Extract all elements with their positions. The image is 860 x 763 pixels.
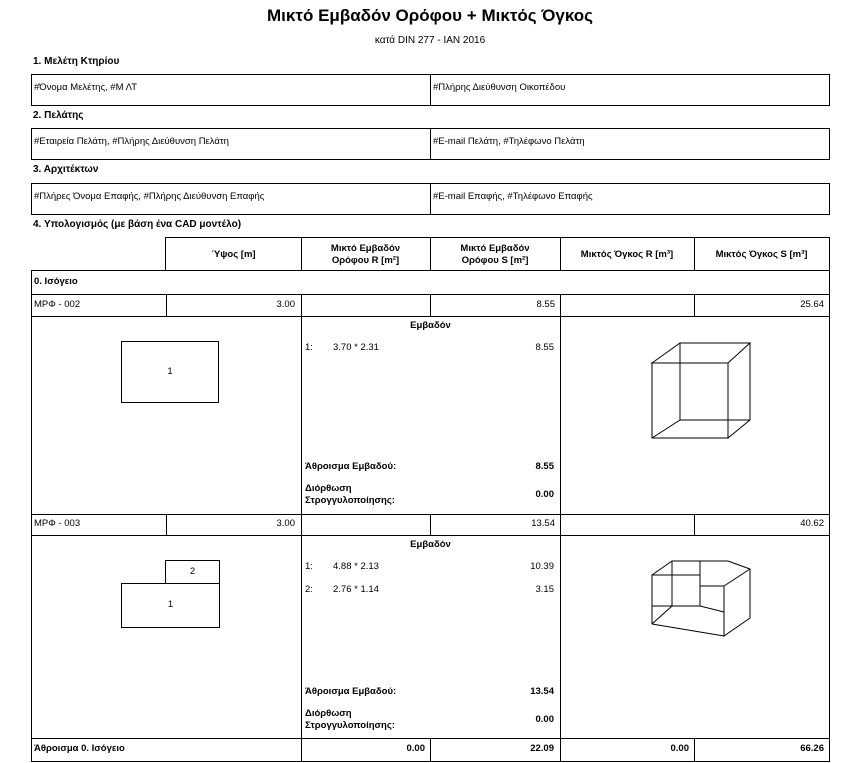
area-title: Εμβαδόν [410, 320, 451, 331]
plan-label: 1 [167, 599, 174, 610]
area-sum-value: 8.55 [535, 461, 554, 472]
room-3d-model [642, 558, 752, 638]
section-building-heading: 1. Μελέτη Κτηρίου [33, 56, 120, 67]
rounding-correction-value: 0.00 [535, 714, 554, 725]
plan-label: 2 [189, 566, 196, 577]
client-company-field[interactable]: #Εταιρεία Πελάτη, #Πλήρης Διεύθυνση Πελάτη [34, 136, 229, 147]
architect-contact-field[interactable]: #E-mail Επαφής, #Τηλέφωνο Επαφής [433, 191, 593, 202]
room-vol-s: 25.64 [800, 299, 824, 310]
building-name-field[interactable]: #Όνομα Μελέτης, #Μ ΛΤ [34, 82, 138, 93]
room-name: ΜΡΦ - 003 [34, 518, 81, 529]
area-sum-value: 13.54 [530, 686, 554, 697]
floor-plan-shape [121, 341, 219, 403]
architect-info-box [31, 183, 830, 215]
area-line-value: 10.39 [530, 561, 554, 572]
room-height: 3.00 [276, 299, 295, 310]
area-line-index: 1: [305, 561, 313, 572]
total-height: 0.00 [406, 743, 425, 754]
area-line-index: 2: [305, 584, 313, 595]
col-vol-r-header: Μικτός Όγκος R [m³] [580, 249, 674, 260]
rounding-correction-value: 0.00 [535, 489, 554, 500]
area-line-expr: 4.88 * 2.13 [333, 561, 379, 572]
building-address-field[interactable]: #Πλήρης Διεύθυνση Οικοπέδου [433, 82, 566, 93]
room-height: 3.00 [276, 518, 295, 529]
area-title: Εμβαδόν [410, 539, 451, 550]
floor-plan-shape [121, 583, 220, 628]
floor-label: 0. Ισόγειο [34, 276, 78, 287]
area-sum-label: Άθροισμα Εμβαδού: [305, 686, 397, 697]
page-title: Μικτό Εμβαδόν Ορόφου + Μικτός Όγκος [267, 6, 593, 25]
area-line-index: 1: [305, 342, 313, 353]
section-client-heading: 2. Πελάτης [33, 110, 84, 121]
room-area-s: 8.55 [536, 299, 555, 310]
room-name: ΜΡΦ - 002 [34, 299, 81, 310]
rounding-correction-label: Διόρθωση Στρογγυλοποίησης: [305, 483, 395, 506]
total-vol-r: 0.00 [670, 743, 689, 754]
client-info-box [31, 128, 830, 160]
room-3d-model [642, 340, 752, 450]
architect-name-field[interactable]: #Πλήρες Όνομα Επαφής, #Πλήρης Διεύθυνση Επαφής [34, 191, 265, 202]
col-vol-s-header: Μικτός Όγκος S [m³] [715, 249, 808, 260]
floor-plan-shape [165, 560, 220, 584]
page-subtitle: κατά DIN 277 - ΙΑΝ 2016 [374, 35, 486, 46]
col-area-r-header: Μικτό Εμβαδόν Ορόφου R [m²] [330, 243, 401, 266]
col-height-header: Ύψος [m] [211, 249, 256, 260]
area-line-expr: 2.76 * 1.14 [333, 584, 379, 595]
plan-label: 1 [167, 366, 173, 377]
client-contact-field[interactable]: #E-mail Πελάτη, #Τηλέφωνο Πελάτη [433, 136, 585, 147]
section-calc-heading: 4. Υπολογισμός (με βάση ένα CAD μοντέλο) [33, 219, 242, 230]
area-line-value: 3.15 [535, 584, 554, 595]
col-area-s-header: Μικτό Εμβαδόν Ορόφου S [m²] [460, 243, 530, 266]
building-info-box [31, 74, 830, 106]
area-line-value: 8.55 [535, 342, 554, 353]
rounding-correction-label: Διόρθωση Στρογγυλοποίησης: [305, 708, 395, 731]
section-architect-heading: 3. Αρχιτέκτων [33, 164, 99, 175]
total-label: Άθροισμα 0. Ισόγειο [34, 743, 125, 754]
room-vol-s: 40.62 [800, 518, 824, 529]
total-area-s: 22.09 [530, 743, 554, 754]
calc-table [31, 270, 830, 762]
table-header [165, 237, 830, 271]
area-sum-label: Άθροισμα Εμβαδού: [305, 461, 397, 472]
room-area-s: 13.54 [531, 518, 555, 529]
area-line-expr: 3.70 * 2.31 [333, 342, 379, 353]
total-vol-s: 66.26 [800, 743, 824, 754]
